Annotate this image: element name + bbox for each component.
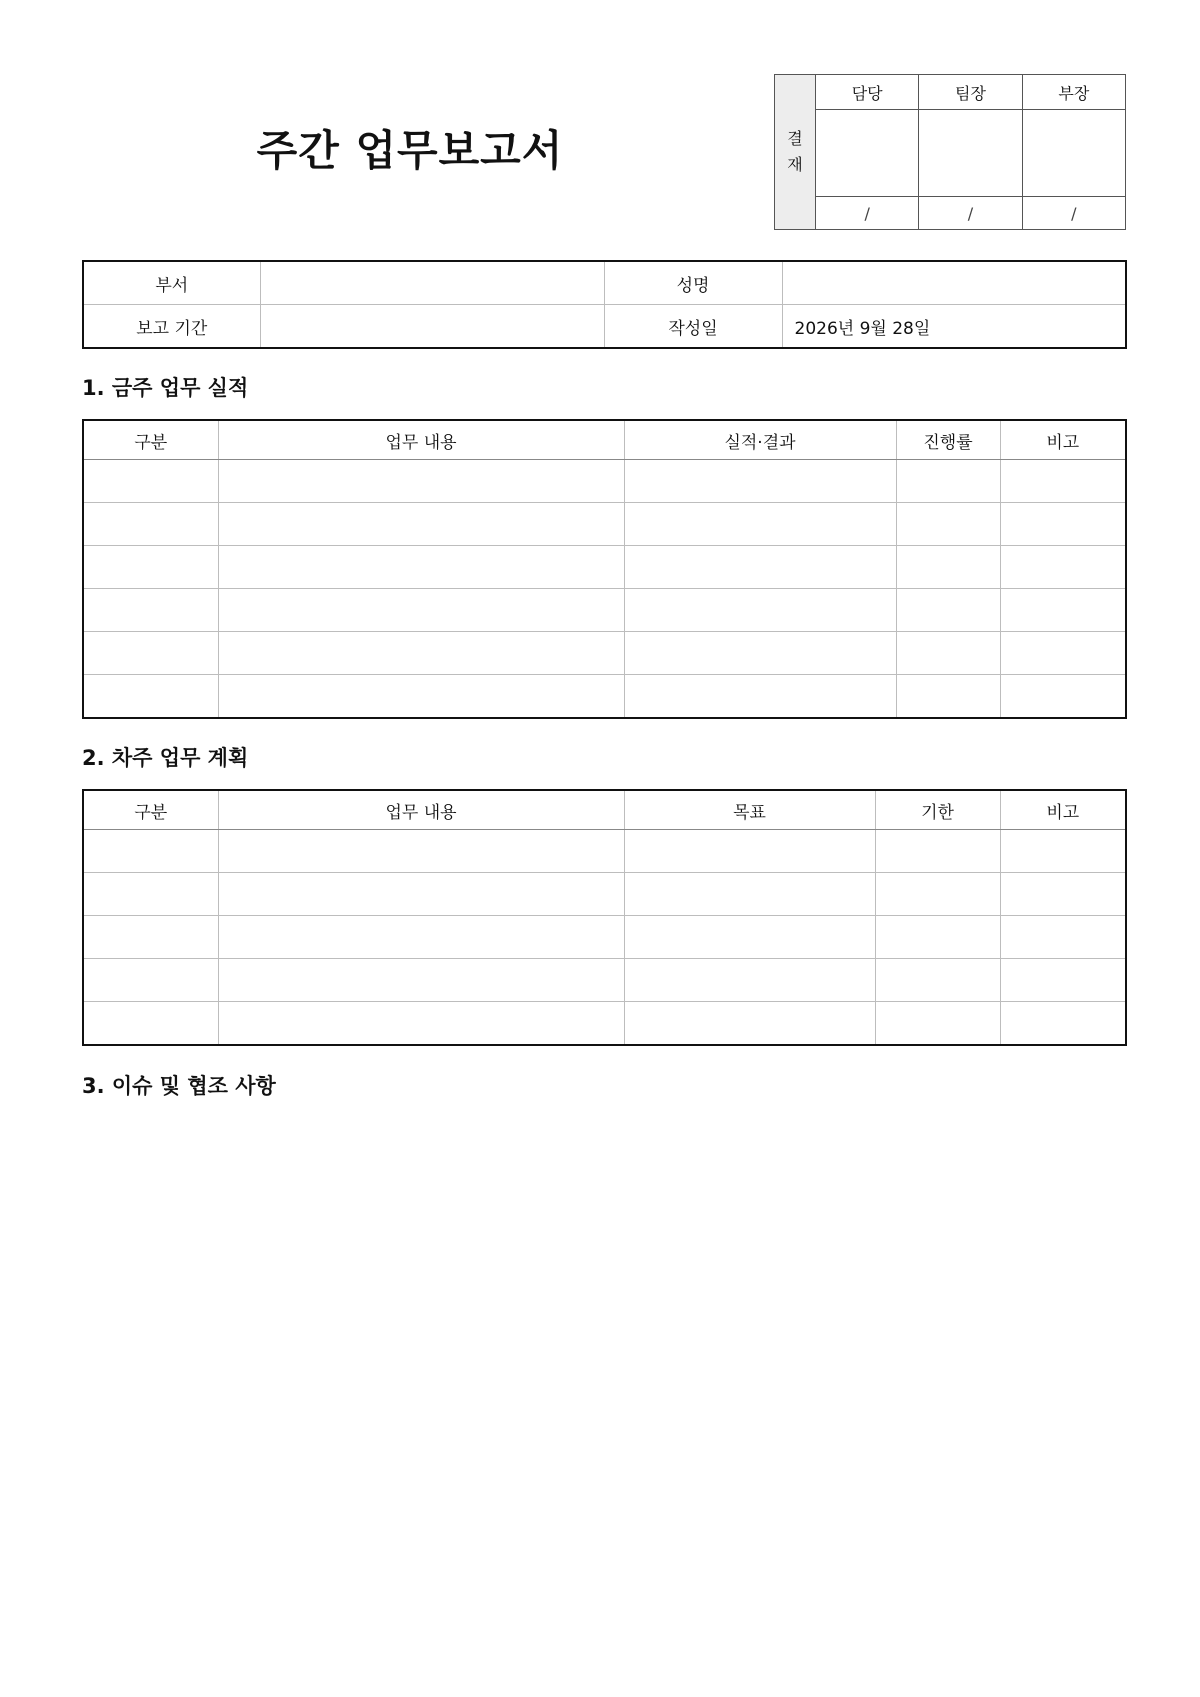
table-cell[interactable] — [218, 589, 624, 632]
table-cell[interactable] — [83, 959, 218, 1002]
table-cell[interactable] — [624, 632, 896, 675]
table-cell[interactable] — [624, 546, 896, 589]
table-header: 실적·결과 — [624, 420, 896, 460]
table-cell[interactable] — [83, 589, 218, 632]
table-cell[interactable] — [83, 873, 218, 916]
table-cell[interactable] — [83, 675, 218, 719]
approval-date-staff[interactable]: / — [816, 197, 919, 230]
approval-date-team-lead[interactable]: / — [919, 197, 1022, 230]
table-cell[interactable] — [1000, 1002, 1126, 1046]
table-cell[interactable] — [875, 959, 1000, 1002]
table-cell[interactable] — [1000, 959, 1126, 1002]
table-row — [83, 873, 1126, 916]
table-cell[interactable] — [1000, 503, 1126, 546]
table-header: 기한 — [875, 790, 1000, 830]
table-cell[interactable] — [624, 873, 875, 916]
table-header: 진행률 — [896, 420, 1000, 460]
table-cell[interactable] — [218, 830, 624, 873]
table-header: 업무 내용 — [218, 790, 624, 830]
table-cell[interactable] — [875, 916, 1000, 959]
table-cell[interactable] — [218, 959, 624, 1002]
department-label: 부서 — [83, 261, 260, 305]
approval-box — [774, 74, 1126, 230]
table-row — [83, 503, 1126, 546]
table-row — [83, 959, 1126, 1002]
created-date-field[interactable]: 2026년 9월 28일 — [782, 305, 1126, 349]
table-cell[interactable] — [1000, 546, 1126, 589]
table-row — [83, 546, 1126, 589]
section-title-this-week: 1. 금주 업무 실적 — [82, 376, 249, 400]
table-cell[interactable] — [624, 675, 896, 719]
table-cell[interactable] — [896, 632, 1000, 675]
table-cell[interactable] — [1000, 830, 1126, 873]
approval-side-label-1: 결 — [787, 129, 803, 148]
section-title-next-week: 2. 차주 업무 계획 — [82, 746, 249, 770]
table-cell[interactable] — [875, 1002, 1000, 1046]
table-cell[interactable] — [1000, 873, 1126, 916]
table-cell[interactable] — [1000, 675, 1126, 719]
approval-sign-team-lead[interactable] — [919, 110, 1022, 197]
table-cell[interactable] — [896, 460, 1000, 503]
name-field[interactable] — [782, 261, 1126, 305]
table-cell[interactable] — [624, 589, 896, 632]
page-title: 주간 업무보고서 — [256, 126, 564, 175]
table-cell[interactable] — [83, 546, 218, 589]
table-cell[interactable] — [896, 589, 1000, 632]
info-table — [82, 260, 1127, 349]
table-row — [83, 1002, 1126, 1046]
table-header: 목표 — [624, 790, 875, 830]
table-row — [83, 916, 1126, 959]
table-cell[interactable] — [218, 873, 624, 916]
approval-side-label — [775, 75, 816, 230]
table-cell[interactable] — [218, 675, 624, 719]
table-cell[interactable] — [218, 503, 624, 546]
section-title-issues: 3. 이슈 및 협조 사항 — [82, 1074, 276, 1098]
approval-sign-manager[interactable] — [1022, 110, 1125, 197]
table-cell[interactable] — [83, 916, 218, 959]
table-cell[interactable] — [896, 503, 1000, 546]
table-cell[interactable] — [83, 830, 218, 873]
table-row — [83, 632, 1126, 675]
table-cell[interactable] — [1000, 916, 1126, 959]
table-cell[interactable] — [83, 1002, 218, 1046]
approval-role-staff: 담당 — [816, 75, 919, 110]
table-header: 비고 — [1000, 790, 1126, 830]
table-cell[interactable] — [1000, 632, 1126, 675]
table-cell[interactable] — [624, 916, 875, 959]
table-header: 구분 — [83, 420, 218, 460]
created-date-label: 작성일 — [604, 305, 782, 349]
table-cell[interactable] — [83, 460, 218, 503]
table-cell[interactable] — [624, 503, 896, 546]
table-header: 업무 내용 — [218, 420, 624, 460]
approval-date-manager[interactable]: / — [1022, 197, 1125, 230]
this-week-results-table — [82, 419, 1127, 719]
table-row — [83, 675, 1126, 719]
approval-side-label-2: 재 — [787, 155, 803, 174]
table-cell[interactable] — [875, 830, 1000, 873]
table-cell[interactable] — [83, 632, 218, 675]
department-field[interactable] — [260, 261, 604, 305]
table-cell[interactable] — [896, 675, 1000, 719]
table-row — [83, 830, 1126, 873]
table-cell[interactable] — [875, 873, 1000, 916]
table-header: 구분 — [83, 790, 218, 830]
table-cell[interactable] — [218, 916, 624, 959]
table-cell[interactable] — [624, 830, 875, 873]
table-cell[interactable] — [624, 460, 896, 503]
table-cell[interactable] — [1000, 460, 1126, 503]
table-row — [83, 589, 1126, 632]
table-cell[interactable] — [218, 460, 624, 503]
table-row — [83, 460, 1126, 503]
table-cell[interactable] — [624, 1002, 875, 1046]
table-cell[interactable] — [218, 632, 624, 675]
report-period-label: 보고 기간 — [83, 305, 260, 349]
approval-role-team-lead: 팀장 — [919, 75, 1022, 110]
approval-role-manager: 부장 — [1022, 75, 1125, 110]
name-label: 성명 — [604, 261, 782, 305]
table-cell[interactable] — [83, 503, 218, 546]
table-cell[interactable] — [218, 546, 624, 589]
report-period-field[interactable] — [260, 305, 604, 349]
table-cell[interactable] — [896, 546, 1000, 589]
table-cell[interactable] — [218, 1002, 624, 1046]
table-header: 비고 — [1000, 420, 1126, 460]
approval-sign-staff[interactable] — [816, 110, 919, 197]
next-week-plan-table — [82, 789, 1127, 1046]
table-cell[interactable] — [1000, 589, 1126, 632]
table-cell[interactable] — [624, 959, 875, 1002]
